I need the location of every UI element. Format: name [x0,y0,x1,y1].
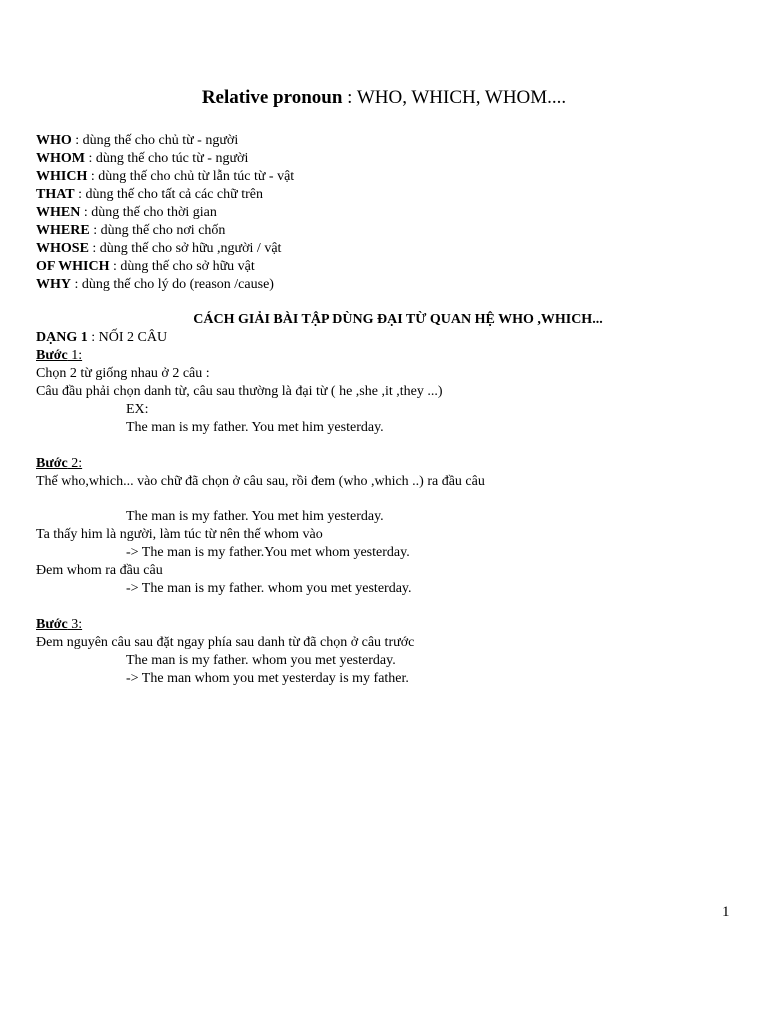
step1-line: Câu đầu phải chọn danh từ, câu sau thường là đại từ ( he ,she ,it ,they ...) [36,384,443,399]
step2-label: Bước [36,455,68,471]
definition-desc: : dùng thế cho tất cả các chữ trên [74,187,263,202]
spacer [36,598,485,616]
definition-desc: : dùng thế cho sở hữu ,người / vật [88,241,282,256]
step1-num: 1: [67,348,83,363]
definition-term: WHEN [36,205,81,220]
step3-instruction: Đem nguyên câu sau đặt ngay phía sau danh từ đã chọn ở câu trước [36,634,415,650]
definition-desc: : dùng thế cho sở hữu vật [109,259,255,274]
title-rest: : WHO, WHICH, WHOM.... [342,87,567,108]
definition-term: WHOSE [36,241,89,256]
dang1-label: DẠNG 1 [36,330,88,345]
step2-note: Ta thấy him là người, làm túc từ nên thế whom vào [36,527,323,542]
step1-line: Chọn 2 từ giống nhau ở 2 câu : [36,366,210,381]
dang1-heading [36,329,485,347]
page-number: 1 [722,904,730,920]
definition-term: THAT [36,187,75,202]
definition-desc: : dùng thế cho nơi chốn [89,223,226,238]
definition-item [36,222,294,240]
step2-heading [36,455,485,473]
step3-num: 3: [67,616,83,632]
definition-term: WHO [36,133,72,148]
step3-label: Bước [36,616,68,632]
definition-term: OF WHICH [36,259,110,274]
step1-heading [36,347,485,365]
example-sentence: The man is my father. You met him yesterday. [126,509,384,524]
spacer [36,437,485,455]
step2-num: 2: [67,455,83,471]
definition-item [36,240,294,258]
definition-item [36,276,294,294]
definition-desc: : dùng thế cho chủ từ - người [71,133,239,148]
step1-label: Bước [36,348,68,363]
step2-result: -> The man is my father.You met whom yesterday. [126,545,410,560]
definition-item [36,132,294,150]
definition-term: WHICH [36,169,88,184]
definition-item [36,150,294,168]
example-sentence: The man is my father. whom you met yesterday. [126,652,396,668]
definition-item [36,168,294,186]
definition-desc: : dùng thế cho thời gian [80,205,217,220]
example-sentence: The man is my father. You met him yesterday. [126,420,384,435]
step2-instruction: Thế who,which... vào chữ đã chọn ở câu sau, rồi đem (who ,which ..) ra đầu câu [36,473,485,489]
dang1-rest: : NỐI 2 CÂU [87,330,168,345]
definition-desc: : dùng thế cho chủ từ lẫn túc từ - vật [87,169,295,184]
section-title: CÁCH GIẢI BÀI TẬP DÙNG ĐẠI TỪ QUAN HỆ WHO ,WHICH... [193,312,603,327]
definition-desc: : dùng thế cho túc từ - người [85,151,249,166]
definition-term: WHY [36,277,71,292]
definition-term: WHERE [36,223,90,238]
definitions-list [36,132,294,294]
definition-item [36,186,294,204]
step3-result: -> The man whom you met yesterday is my father. [126,670,409,686]
example-label: EX: [126,402,149,417]
step2-note: Đem whom ra đầu câu [36,563,163,578]
title-bold-part: Relative pronoun [201,87,343,108]
definition-item [36,258,294,276]
exercise-content [36,329,485,688]
spacer [36,491,485,509]
step3-heading [36,616,485,634]
step2-result: -> The man is my father. whom you met yesterday. [126,581,412,596]
definition-term: WHOM [36,151,85,166]
page-title [0,86,768,110]
definition-item [36,204,294,222]
definition-desc: : dùng thế cho lý do (reason /cause) [71,277,274,292]
